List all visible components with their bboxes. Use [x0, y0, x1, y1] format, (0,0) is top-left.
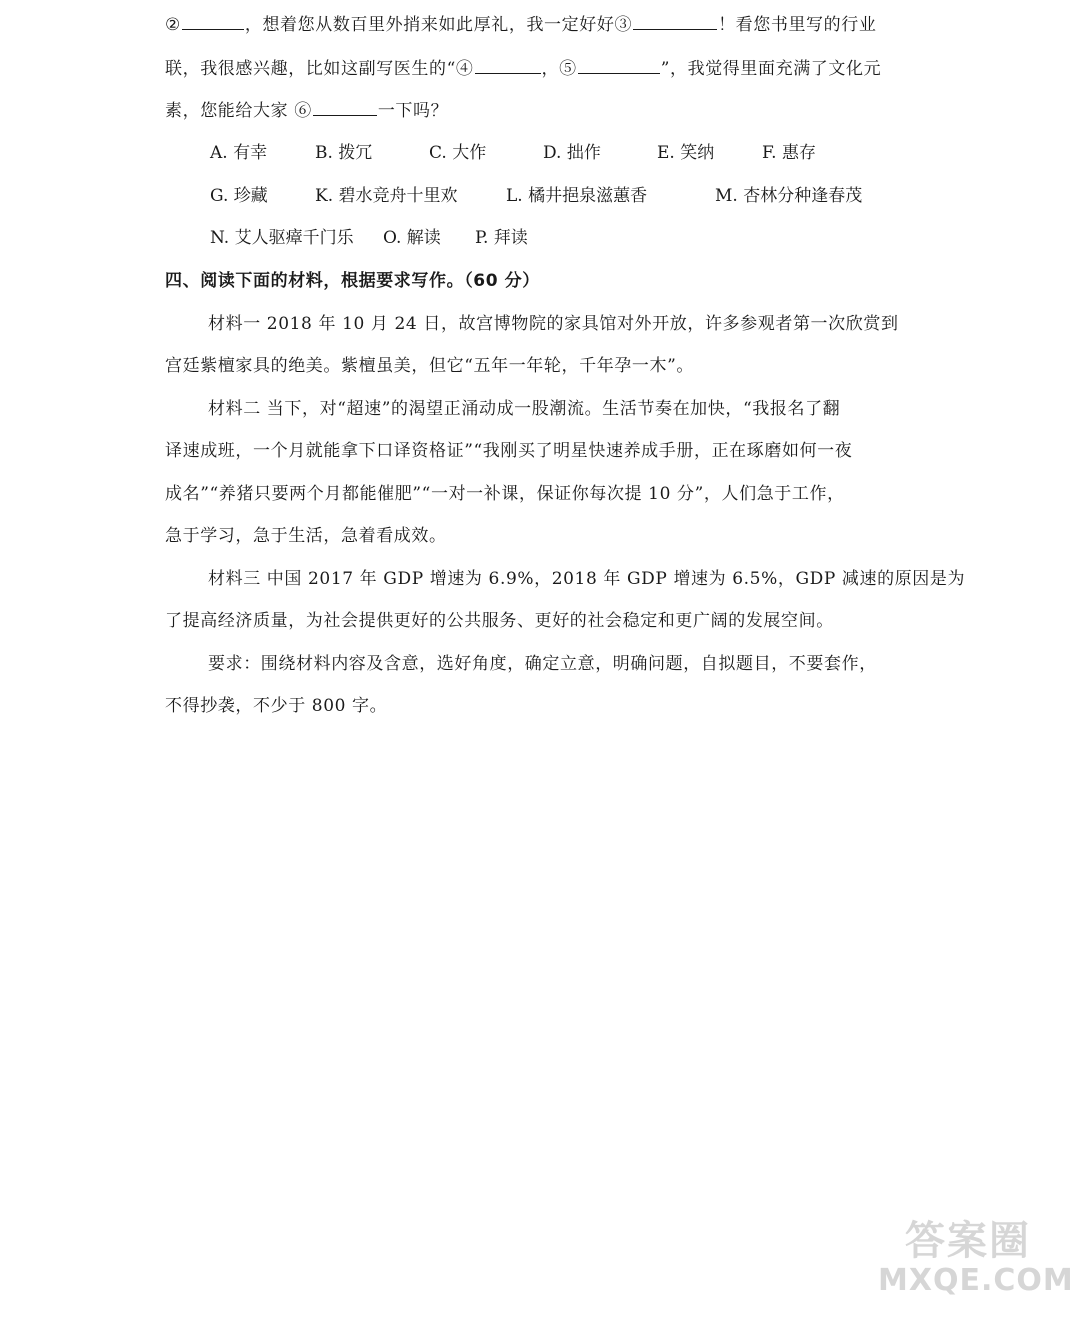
blank-number-5: ⑤ [559, 59, 577, 79]
requirements-line-1: 要求：围绕材料内容及含意，选好角度，确定立意，明确问题，自拟题目，不要套作， [208, 654, 877, 674]
material-2-line-3: 成名”“养猪只要两个月都能催肥”“一对一补课，保证你每次提 10 分”，人们急于工作， [165, 484, 845, 504]
answer-blank-5[interactable] [578, 56, 660, 74]
options-row-1 [210, 141, 910, 165]
requirements-line-2: 不得抄袭，不少于 800 字。 [165, 696, 388, 716]
option-p: P. 拜读 [475, 228, 528, 248]
watermark-url: MXQE.COM [878, 1263, 1074, 1298]
passage-text: ！看您书里写的行业 [718, 15, 877, 35]
passage-line-3 [165, 98, 925, 123]
material-2-line-4: 急于学习，急于生活，急着看成效。 [165, 526, 447, 546]
material-1-line-2: 宫廷紫檀家具的绝美。紫檀虽美，但它“五年一年轮，千年孕一木”。 [165, 356, 694, 376]
option-e: E. 笑纳 [657, 143, 715, 163]
section-heading: 四、阅读下面的材料，根据要求写作。（60 分） [165, 271, 540, 291]
option-m: M. 杏林分种逢春茂 [715, 186, 863, 206]
options-row-2 [210, 184, 910, 208]
passage-text: ”，我觉得里面充满了文化元 [660, 59, 882, 79]
material-2-line-2: 译速成班，一个月就能拿下口译资格证”“我刚买了明星快速养成手册，正在琢磨如何一夜 [165, 441, 853, 461]
passage-text: ， [541, 59, 560, 79]
blank-number-6: ⑥ [294, 101, 312, 121]
passage-text: ，想着您从数百里外捎来如此厚礼，我一定好好 [244, 15, 615, 35]
answer-blank-6[interactable] [313, 98, 377, 116]
blank-number-2: ② [165, 15, 181, 35]
option-b: B. 拨冗 [315, 143, 373, 163]
answer-blank-3[interactable] [633, 12, 717, 30]
option-k: K. 碧水竞舟十里欢 [315, 186, 458, 206]
option-o: O. 解读 [383, 228, 441, 248]
option-l: L. 橘井挹泉滋蕙香 [506, 186, 648, 206]
options-row-3 [210, 226, 910, 250]
watermark-logo [878, 1218, 1074, 1308]
passage-line-1 [165, 12, 925, 37]
option-d: D. 拙作 [543, 143, 601, 163]
passage-text: 联，我很感兴趣，比如这副写医生的“ [165, 59, 456, 79]
material-1-line-1: 材料一 2018 年 10 月 24 日，故宫博物院的家具馆对外开放，许多参观者第一次欣赏到 [208, 314, 899, 334]
material-3-line-1: 材料三 中国 2017 年 GDP 增速为 6.9%，2018 年 GDP 增速为 6.5%，GDP 减速的原因是为 [208, 569, 966, 589]
material-2-line-1: 材料二 当下，对“超速”的渴望正涌动成一股潮流。生活节奏在加快，“我报名了翻 [208, 399, 841, 419]
passage-text: 素，您能给大家 [165, 101, 289, 121]
option-a: A. 有幸 [210, 143, 268, 163]
answer-blank-2[interactable] [182, 12, 244, 30]
blank-number-3: ③ [614, 15, 633, 35]
answer-blank-4[interactable] [475, 56, 541, 74]
option-n: N. 艾人驱瘴千门乐 [210, 228, 354, 248]
blank-number-4: ④ [455, 59, 474, 79]
option-g: G. 珍藏 [210, 186, 268, 206]
passage-text: 一下吗？ [377, 101, 449, 121]
material-3-line-2: 了提高经济质量，为社会提供更好的公共服务、更好的社会稳定和更广阔的发展空间。 [165, 611, 834, 631]
option-c: C. 大作 [429, 143, 487, 163]
option-f: F. 惠存 [762, 143, 816, 163]
watermark-text: 答案圈 [905, 1218, 1031, 1264]
passage-line-2 [165, 56, 925, 81]
